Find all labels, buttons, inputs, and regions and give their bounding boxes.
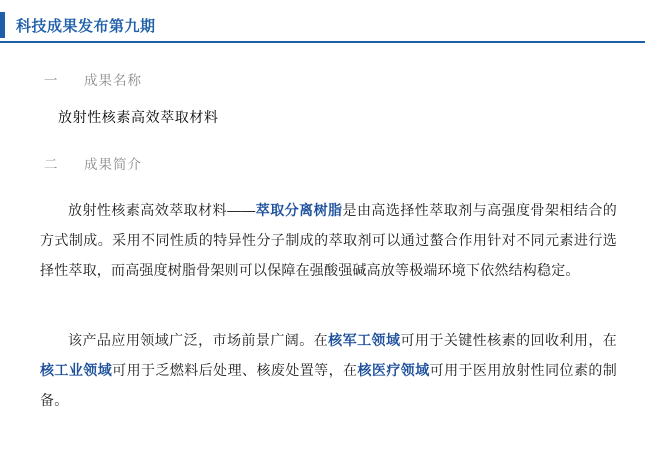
- section-label: 成果简介: [84, 157, 142, 172]
- paragraph-applications: [40, 325, 617, 415]
- section-heading-result-name: [0, 69, 645, 89]
- text-run: 放射性核素高效萃取材料——: [68, 202, 256, 218]
- text-run: 可用于乏燃料后处理、核废处置等，在: [112, 362, 358, 378]
- text-run: 是由高选择性萃取剂与高强度骨架相结合的方式制成。采用不同性质的特异性分子制成的萃取剂可以通过螯合作用针对不同元素进行选择性萃取，而高强度树脂骨架则可以保障在强酸强碱高放等极端环境下依然结构稳定。: [40, 202, 617, 278]
- section-heading-result-intro: [0, 153, 645, 173]
- section-number: 二: [44, 157, 59, 172]
- text-run: 可用于关键性核素的回收利用，在: [400, 332, 618, 348]
- highlighted-keyword: 核工业领域: [40, 362, 113, 378]
- page-title: 科技成果发布第九期: [16, 17, 156, 35]
- header-divider: [0, 41, 645, 43]
- highlighted-keyword: 核医疗领域: [357, 362, 430, 378]
- document-page: [0, 12, 645, 459]
- paragraph-intro: [40, 195, 617, 285]
- document-body: [0, 195, 645, 415]
- section-label: 成果名称: [84, 73, 142, 88]
- result-name-value: 放射性核素高效萃取材料: [58, 109, 219, 125]
- header-accent-bar: [0, 12, 5, 38]
- text-run: 该产品应用领域广泛，市场前景广阔。在: [68, 332, 329, 348]
- highlighted-keyword: 核军工领域: [328, 332, 401, 348]
- section-number: 一: [44, 73, 59, 88]
- highlighted-keyword: 萃取分离树脂: [255, 202, 343, 218]
- text-run: 可用于医用放射性同位素的制备。: [40, 362, 618, 408]
- document-header: [0, 12, 645, 38]
